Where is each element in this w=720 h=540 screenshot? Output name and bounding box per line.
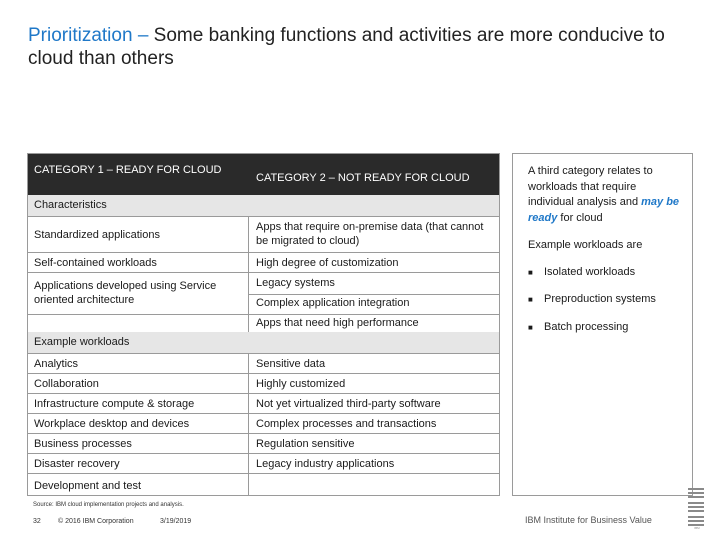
row-divider <box>28 353 499 354</box>
workload-cat2: Regulation sensitive <box>256 438 355 450</box>
row-divider <box>28 216 499 217</box>
square-bullet-icon: ■ <box>528 267 533 277</box>
characteristic-cat2: Complex application integration <box>256 297 410 309</box>
table-header <box>28 154 499 199</box>
list-item-label: Batch processing <box>544 320 629 333</box>
title-accent: Prioritization <box>28 25 133 46</box>
title-dash: – <box>132 25 154 46</box>
intro-text: A third category relates to workloads that require individual analysis and <box>528 165 653 208</box>
list-item-label: Preproduction systems <box>544 293 656 305</box>
workload-cat2: Sensitive data <box>256 358 326 370</box>
slide-title <box>28 24 688 70</box>
workload-cat1: Analytics <box>34 358 79 370</box>
row-divider <box>28 373 499 374</box>
workload-cat2: Highly customized <box>256 378 346 390</box>
source-note: Source: IBM cloud implementation projects and analysis. <box>33 502 184 508</box>
square-bullet-icon: ■ <box>528 295 533 304</box>
characteristic-cat2: Legacy systems <box>256 277 335 289</box>
list-item <box>528 292 683 320</box>
workload-cat1: Disaster recovery <box>34 458 120 470</box>
workload-cat1: Development and test <box>34 480 142 492</box>
characteristic-cat1: Standardized applications <box>34 229 160 241</box>
row-divider <box>28 413 499 414</box>
characteristic-cat2: Apps that need high performance <box>256 317 419 329</box>
list-item <box>528 265 683 293</box>
header-category-2: CATEGORY 2 – NOT READY FOR CLOUD <box>256 172 470 184</box>
square-bullet-icon: ■ <box>528 322 533 332</box>
category-table <box>27 153 500 496</box>
characteristic-cat2: High degree of customization <box>256 257 399 269</box>
column-divider <box>248 353 249 496</box>
ibm-logo-icon <box>686 486 708 530</box>
row-divider <box>28 272 499 273</box>
example-workloads-label: Example workloads are <box>528 239 643 251</box>
row-divider <box>28 453 499 454</box>
third-category-intro <box>528 164 683 226</box>
copyright: © 2016 IBM Corporation <box>58 518 134 525</box>
row-divider <box>28 252 499 253</box>
date: 3/19/2019 <box>160 518 192 525</box>
workload-cat1: Infrastructure compute & storage <box>34 398 195 410</box>
third-category-box <box>512 153 693 496</box>
workload-cat2: Not yet virtualized third-party software <box>256 398 441 410</box>
workload-cat1: Collaboration <box>34 378 99 390</box>
column-divider <box>248 216 249 332</box>
workload-cat1: Workplace desktop and devices <box>34 418 190 430</box>
workload-cat2: Complex processes and transactions <box>256 418 437 430</box>
list-item <box>528 320 683 348</box>
ibm-logo-text: IBM <box>694 526 700 530</box>
bullet-list <box>528 265 683 348</box>
characteristic-cat2: Apps that require on-premise data (that cannot be migrated to cloud) <box>256 221 484 247</box>
brand-text: IBM Institute for Business Value <box>525 515 652 525</box>
list-item-label: Isolated workloads <box>544 265 636 278</box>
header-category-1: CATEGORY 1 – READY FOR CLOUD <box>34 164 222 176</box>
characteristic-cat1: Self-contained workloads <box>34 257 157 269</box>
title-rest: Some banking functions and activities are more conducive to cloud than others <box>28 25 665 69</box>
may-be-ready-emphasis: may be ready <box>528 196 680 224</box>
workload-cat1: Business processes <box>34 438 132 450</box>
page-number: 32 <box>33 518 41 525</box>
row-divider <box>28 314 499 315</box>
row-divider <box>28 473 499 474</box>
workload-cat2: Legacy industry applications <box>256 458 395 470</box>
section-characteristics: Characteristics <box>28 195 499 216</box>
characteristic-cat1: Applications developed using Service oriented architecture <box>34 280 217 306</box>
row-divider <box>28 393 499 394</box>
row-divider <box>28 433 499 434</box>
row-divider <box>249 294 499 295</box>
intro-end-text: for cloud <box>557 211 603 224</box>
section-example-workloads: Example workloads <box>28 332 499 353</box>
